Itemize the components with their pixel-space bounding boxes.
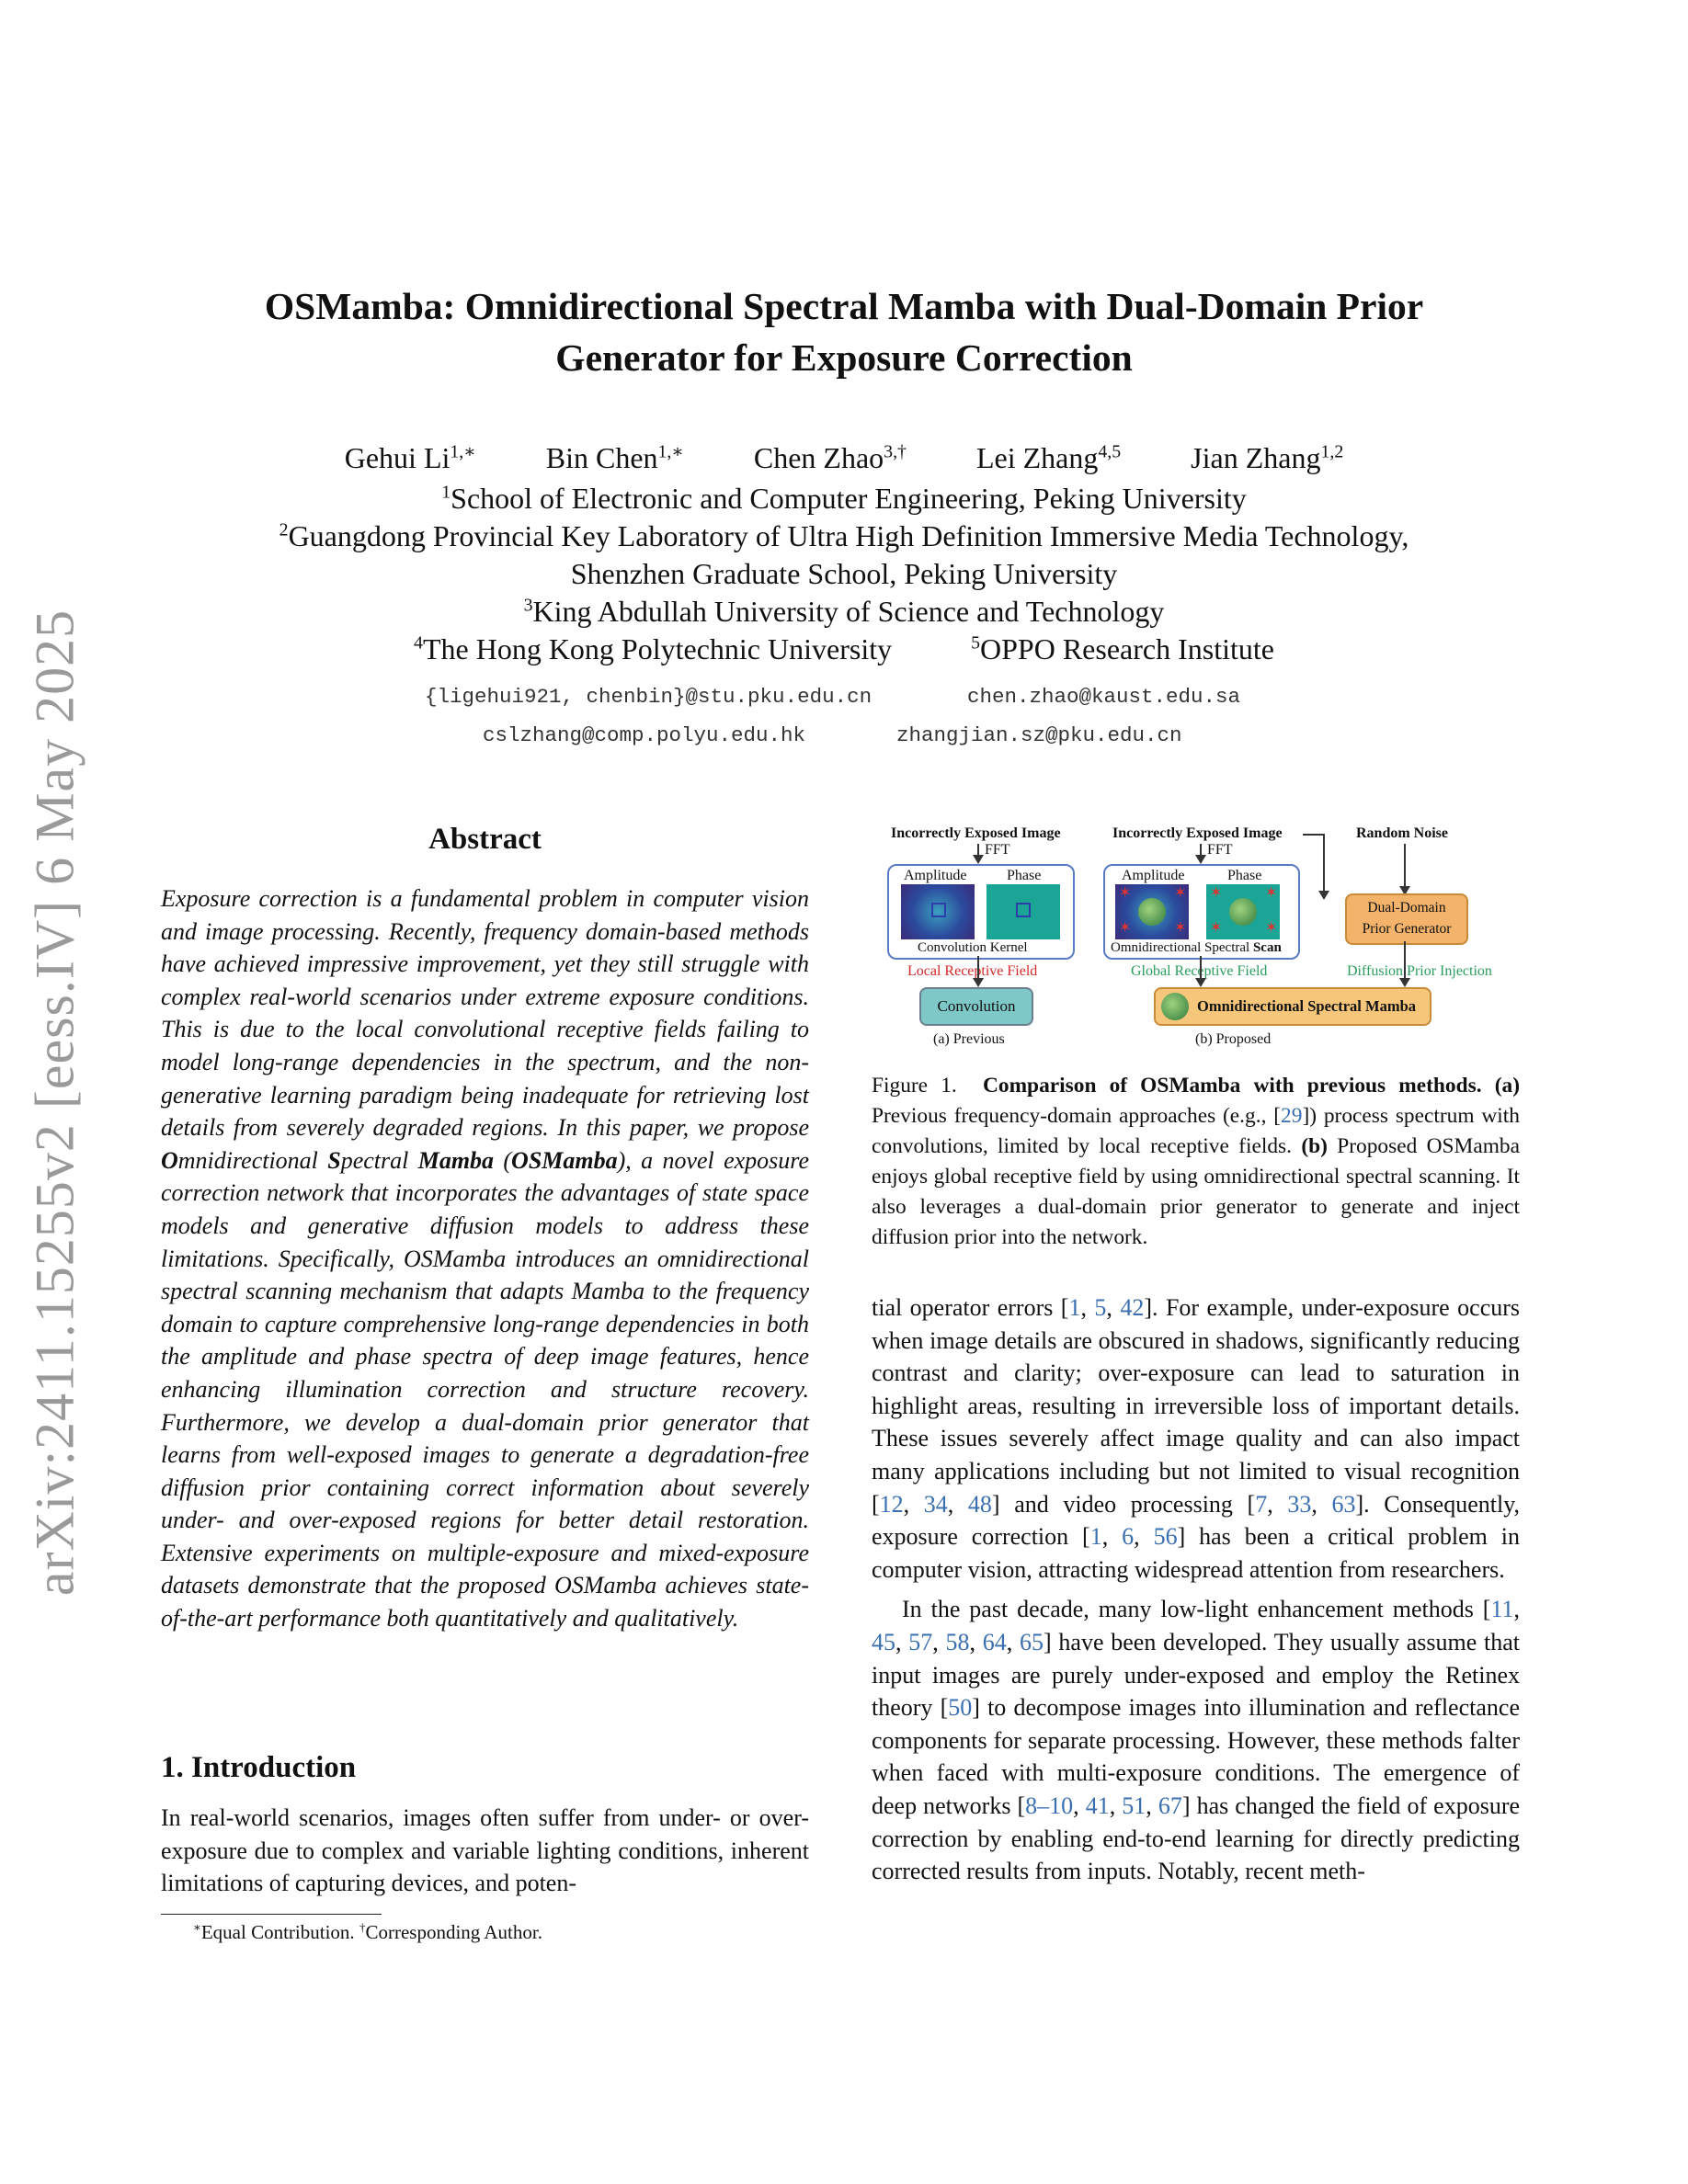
affiliation-2: $^2$Guangdong Provincial Key Laboratory of Ultra High Definition Immersive Media Technology, bbox=[279, 519, 1409, 552]
fig-b-random-noise: Random Noise bbox=[1356, 825, 1449, 841]
fig-b-amplitude: Amplitude bbox=[1122, 868, 1185, 883]
fig-a-phase: Phase bbox=[1007, 868, 1042, 883]
fig-b-sublabel: (b) Proposed bbox=[1195, 1031, 1272, 1047]
fig-b-arrow-osm bbox=[1200, 956, 1202, 985]
fig-a-kernel-square bbox=[1016, 903, 1031, 917]
paper-title bbox=[138, 280, 1550, 383]
fig-a-input-label: Incorrectly Exposed Image bbox=[891, 825, 1061, 841]
fig-a-fft: FFT bbox=[985, 842, 1010, 858]
fig-b-dual-domain-generator: Dual-Domain Prior Generator bbox=[1345, 893, 1468, 945]
email-4: zhangjian.sz@pku.edu.cn bbox=[896, 723, 1182, 747]
citation-link[interactable]: 11 bbox=[1490, 1596, 1514, 1623]
osmamba-snake-icon bbox=[1161, 993, 1189, 1020]
email-3: cslzhang@comp.polyu.edu.hk bbox=[483, 723, 806, 747]
intro-paragraph-1-left: In real-world scenarios, images often suffer from under- or over-exposure due to complex and variable lighting conditions, inherent limitations of capturing devices, and poten- bbox=[161, 1804, 809, 1897]
citation-link[interactable]: 1 bbox=[1068, 1294, 1081, 1321]
fig-b-osmamba-node: Omnidirectional Spectral Mamba bbox=[1154, 987, 1431, 1026]
fig-b-scan-arrows-icon: ✶ bbox=[1119, 885, 1132, 901]
fig-b-global-rf: Global Receptive Field bbox=[1131, 963, 1268, 979]
email-2: chen.zhao@kaust.edu.sa bbox=[967, 685, 1241, 709]
citation-link[interactable]: 42 bbox=[1120, 1294, 1145, 1321]
author-list bbox=[138, 441, 1550, 475]
citation-link[interactable]: 7 bbox=[1255, 1490, 1268, 1518]
fig-b-scan-arrows-icon: ✶ bbox=[1174, 885, 1187, 901]
fig-a-convolution-node: Convolution bbox=[919, 987, 1033, 1026]
affiliation-2-cont: Shenzhen Graduate School, Peking University bbox=[570, 557, 1118, 590]
fig-b-omni-scan: Omnidirectional Spectral Scan bbox=[1111, 940, 1282, 955]
fig-b-scan-arrows-icon: ✶ bbox=[1174, 920, 1187, 936]
author: Gehui $Li^{1,∗}$ bbox=[344, 441, 476, 474]
fig-b-scan-arrows-icon: ✶ bbox=[1210, 920, 1223, 936]
affiliation-4-5: $^4$The Hong Kong Polytechnic University $^5$OPPO Research Institute bbox=[414, 632, 1274, 665]
citation-link[interactable]: 50 bbox=[948, 1694, 973, 1722]
footnote-rule bbox=[161, 1914, 382, 1915]
figure-1 bbox=[878, 818, 1522, 1071]
fig-b-fft: FFT bbox=[1207, 842, 1233, 858]
fig-b-input-label: Incorrectly Exposed Image bbox=[1112, 825, 1283, 841]
title-line-1: OSMamba: Omnidirectional Spectral Mamba with Dual-Domain Prior bbox=[264, 285, 1424, 327]
fig-b-scan-arrows-icon: ✶ bbox=[1265, 920, 1278, 936]
fig-b-arrow-fft bbox=[1200, 844, 1202, 862]
footnote: ∗Equal Contribution. †Corresponding Author. bbox=[193, 1920, 542, 1943]
fig-b-arrow-to-generator bbox=[1323, 834, 1325, 898]
citation-link[interactable]: 64 bbox=[982, 1628, 1007, 1655]
fig-b-snake-icon bbox=[1138, 898, 1166, 926]
citation-link[interactable]: 67 bbox=[1158, 1792, 1182, 1819]
fig-b-scan-arrows-icon: ✶ bbox=[1119, 920, 1132, 936]
intro-paragraph-1-right: tial operator errors [1, 5, 42]. For example, under-exposure occurs when image details are obscured in shadows, significantly reducing contrast and clarity; over-exposure can lead to saturation in highlight areas, resulting in irreversible loss of important details. These issues severely affect image quality and can also impact many applications including but not limited to visual recognition [12, 34, 48] and video processing [7, 33, 63]. Consequently, exposure correction [1, 6, 56] has been a critical problem in computer vision, attracting widespread attention from researchers. bbox=[872, 1294, 1521, 1583]
fig-b-scan-arrows-icon: ✶ bbox=[1210, 885, 1223, 901]
affiliation-list bbox=[138, 480, 1550, 668]
fig-a-conv-kernel: Convolution Kernel bbox=[918, 940, 1028, 955]
citation-link[interactable]: 58 bbox=[945, 1628, 970, 1655]
citation-link[interactable]: 12 bbox=[879, 1490, 904, 1518]
fig-a-arrow-conv bbox=[977, 956, 979, 985]
fig-b-phase: Phase bbox=[1227, 868, 1262, 883]
citation-link[interactable]: 45 bbox=[872, 1628, 895, 1655]
author: Chen Zhao$^{3,\dagger}$ bbox=[753, 441, 907, 474]
citation-link[interactable]: 6 bbox=[1122, 1523, 1135, 1551]
citation-link[interactable]: 63 bbox=[1331, 1490, 1356, 1518]
intro-right-column bbox=[872, 1291, 1520, 1888]
affiliation-3: $^3$King Abdullah University of Science and Technology bbox=[523, 595, 1165, 628]
citation-link[interactable]: 1 bbox=[1089, 1523, 1102, 1551]
intro-heading: 1. Introduction bbox=[161, 1751, 357, 1784]
citation-link[interactable]: 34 bbox=[923, 1490, 948, 1518]
fig-b-scan-arrows-icon: ✶ bbox=[1265, 885, 1278, 901]
citation-link[interactable]: 8–10 bbox=[1025, 1792, 1074, 1819]
fig-b-arrow-noise bbox=[1404, 844, 1406, 893]
citation-link[interactable]: 65 bbox=[1020, 1628, 1044, 1655]
figure-1-caption: Figure 1. Comparison of OSMamba with previous methods. (a) Previous frequency-domain approaches (e.g., [29]) process spectrum with convolutions, limited by local receptive fields. (b) Proposed OSMamba enjoys global receptive field by using omnidirectional spectral scanning. It also leverages a dual-domain prior generator to generate and inject diffusion prior into the network. bbox=[872, 1074, 1520, 1249]
fig-b-line-to-generator bbox=[1303, 834, 1323, 836]
citation-link[interactable]: 51 bbox=[1122, 1792, 1146, 1819]
author: Lei Zhang$^{4,5}$ bbox=[975, 441, 1122, 474]
affiliation-1: $^1$School of Electronic and Computer Engineering, Peking University bbox=[441, 482, 1247, 515]
author: Bin Chen$^{1,∗}$ bbox=[545, 441, 684, 474]
abstract-heading: Abstract bbox=[428, 823, 542, 856]
citation-link[interactable]: 56 bbox=[1153, 1523, 1178, 1551]
abstract-body: Exposure correction is a fundamental problem in computer vision and image processing. Recently, frequency domain-based methods have achieved impressive improvement, yet they still struggle with complex real-world scenarios under extreme exposure conditions. This is due to the local convolutional receptive fields failing to model long-range dependencies in the spectrum, and the non-generative learning paradigm being inadequate for retrieving lost details from severely degraded regions. In this paper, we propose Omnidirectional Spectral Mamba (OSMamba), a novel exposure correction network that incorporates the advantages of state space models and generative diffusion models to address these limitations. Specifically, OSMamba introduces an omnidirectional spectral scanning mechanism that adapts Mamba to the frequency domain to capture comprehensive long-range dependencies in both the amplitude and phase spectra of deep image features, hence enhancing illumination correction and structure recovery. Furthermore, we develop a dual-domain prior generator that learns from well-exposed images to generate a degradation-free diffusion prior containing correct information about severely under- and over-exposed regions for better detail restoration. Extensive experiments on multiple-exposure and mixed-exposure datasets demonstrate that the proposed OSMamba achieves state-of-the-art performance both quantitatively and qualitatively. bbox=[161, 885, 809, 1632]
intro-paragraph-2: In the past decade, many low-light enhancement methods [11, 45, 57, 58, 64, 65] have been developed. They usually assume that input images are purely under-exposed and employ the Retinex theory [50] to decompose images into illumination and reflectance components for separate processing. However, these methods falter when faced with multi-exposure conditions. The emergence of deep networks [8–10, 41, 51, 67] has changed the field of exposure correction by enabling end-to-end learning for directly predicting corrected results from inputs. Notably, recent meth- bbox=[872, 1596, 1521, 1885]
citation-link[interactable]: 5 bbox=[1094, 1294, 1107, 1321]
fig-a-kernel-square bbox=[931, 903, 946, 917]
citation-link[interactable]: 48 bbox=[967, 1490, 992, 1518]
fig-a-sublabel: (a) Previous bbox=[933, 1031, 1005, 1047]
fig-a-arrow-fft bbox=[977, 844, 979, 862]
citation-link[interactable]: 29 bbox=[1281, 1104, 1303, 1128]
fig-b-snake-icon bbox=[1229, 898, 1257, 926]
citation-link[interactable]: 33 bbox=[1287, 1490, 1312, 1518]
citation-link[interactable]: 41 bbox=[1085, 1792, 1110, 1819]
title-line-2: Generator for Exposure Correction bbox=[555, 336, 1133, 379]
arxiv-stamp: arXiv:2411.15255v2 [eess.IV] 6 May 2025 bbox=[24, 609, 86, 1597]
fig-b-injection-label: Diffusion Prior Injection bbox=[1347, 963, 1492, 979]
citation-link[interactable]: 57 bbox=[908, 1628, 933, 1655]
email-1: {ligehui921, chenbin}@stu.pku.edu.cn bbox=[425, 685, 873, 709]
author: Jian Zhang$^{1,2}$ bbox=[1191, 441, 1344, 474]
fig-a-amplitude: Amplitude bbox=[904, 868, 967, 883]
fig-a-local-rf: Local Receptive Field bbox=[907, 963, 1038, 979]
